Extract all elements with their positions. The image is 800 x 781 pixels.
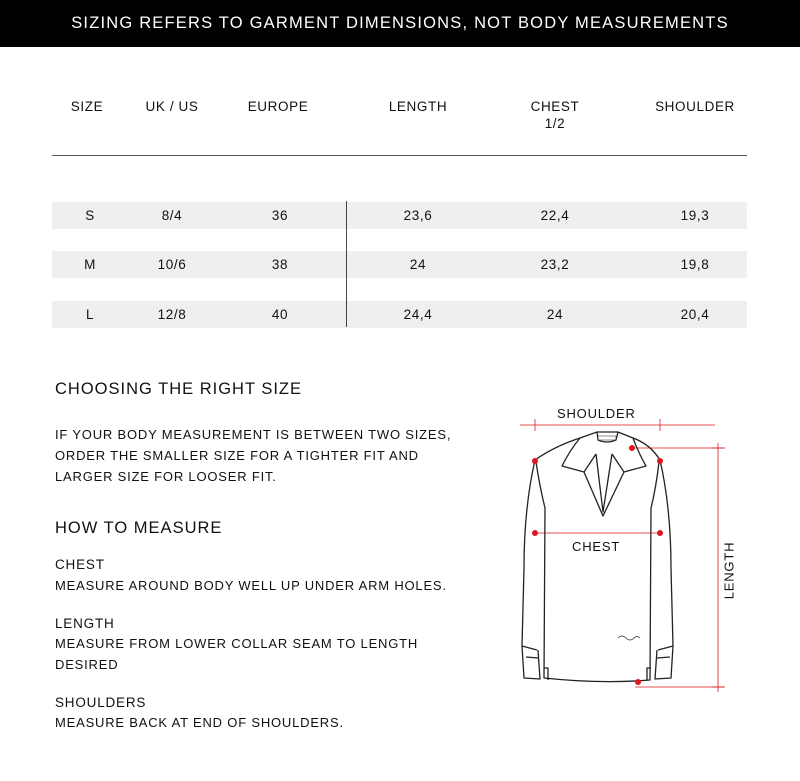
shirt-outline-icon bbox=[500, 398, 760, 698]
choosing-title: CHOOSING THE RIGHT SIZE bbox=[55, 380, 302, 398]
cell-uk-us: 8/4 bbox=[161, 208, 183, 223]
cell-europe: 36 bbox=[271, 208, 289, 223]
table-row bbox=[52, 251, 747, 278]
cell-europe: 38 bbox=[271, 257, 289, 272]
length-title: LENGTH bbox=[55, 616, 115, 631]
table-row bbox=[52, 202, 747, 229]
chest-title: CHEST bbox=[55, 557, 105, 572]
length-text-line: DESIRED bbox=[55, 657, 119, 672]
header-chest-sub: 1/2 bbox=[544, 116, 566, 131]
cell-shoulder: 20,4 bbox=[680, 307, 710, 322]
cell-uk-us: 12/8 bbox=[157, 307, 187, 322]
shoulders-text: MEASURE BACK AT END OF SHOULDERS. bbox=[55, 715, 344, 730]
diagram-shoulder-label: SHOULDER bbox=[557, 406, 636, 421]
cell-chest: 23,2 bbox=[540, 257, 570, 272]
length-text bbox=[55, 633, 418, 675]
length-text-line: MEASURE FROM LOWER COLLAR SEAM TO LENGTH bbox=[55, 636, 419, 651]
chest-text: MEASURE AROUND BODY WELL UP UNDER ARM HOLES. bbox=[55, 578, 447, 593]
diagram-length-label: LENGTH bbox=[721, 541, 737, 600]
banner-text: SIZING REFERS TO GARMENT DIMENSIONS, NOT BODY MEASUREMENTS bbox=[71, 14, 729, 32]
header-size: SIZE bbox=[70, 99, 104, 114]
shoulders-title: SHOULDERS bbox=[55, 695, 147, 710]
sizing-banner bbox=[0, 0, 800, 47]
choosing-text bbox=[55, 424, 451, 487]
header-divider bbox=[52, 155, 747, 156]
cell-shoulder: 19,3 bbox=[680, 208, 710, 223]
cell-uk-us: 10/6 bbox=[157, 257, 187, 272]
table-row bbox=[52, 301, 747, 328]
diagram-chest-label: CHEST bbox=[572, 539, 621, 554]
cell-size: M bbox=[84, 257, 96, 272]
cell-length: 23,6 bbox=[403, 208, 433, 223]
header-uk-us: UK / US bbox=[145, 99, 199, 114]
cell-length: 24 bbox=[409, 257, 427, 272]
cell-length: 24,4 bbox=[403, 307, 433, 322]
header-chest bbox=[515, 98, 595, 132]
how-to-measure-title: HOW TO MEASURE bbox=[55, 519, 223, 537]
header-chest-label: CHEST bbox=[530, 99, 580, 114]
measurement-diagram bbox=[500, 398, 760, 698]
cell-chest: 22,4 bbox=[540, 208, 570, 223]
cell-size: L bbox=[85, 307, 95, 322]
cell-shoulder: 19,8 bbox=[680, 257, 710, 272]
choosing-line: ORDER THE SMALLER SIZE FOR A TIGHTER FIT AND bbox=[55, 448, 419, 463]
column-divider bbox=[346, 201, 347, 327]
header-shoulder: SHOULDER bbox=[655, 99, 735, 114]
header-europe: EUROPE bbox=[247, 99, 309, 114]
cell-europe: 40 bbox=[271, 307, 289, 322]
choosing-line: LARGER SIZE FOR LOOSER FIT. bbox=[55, 469, 277, 484]
cell-chest: 24 bbox=[546, 307, 564, 322]
cell-size: S bbox=[85, 208, 95, 223]
choosing-line: IF YOUR BODY MEASUREMENT IS BETWEEN TWO SIZES, bbox=[55, 427, 452, 442]
header-length: LENGTH bbox=[388, 99, 448, 114]
